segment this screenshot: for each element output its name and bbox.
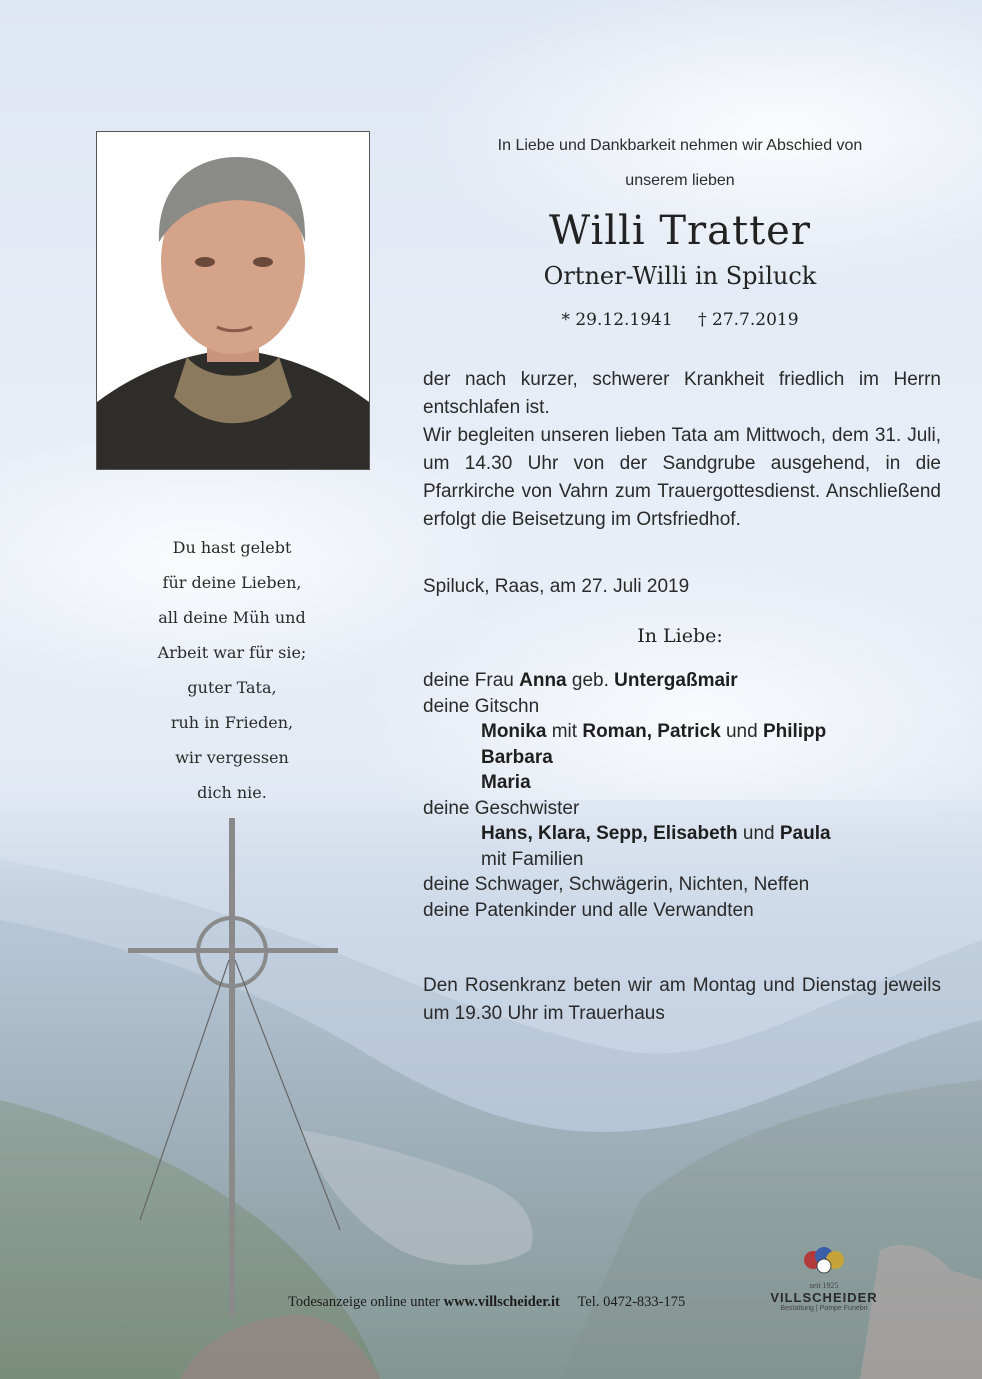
poem-line: all deine Müh und	[158, 608, 306, 627]
mourner-siblings: Hans, Klara, Sepp, Elisabeth und Paula	[481, 823, 831, 844]
announcement-paragraph-2: Wir begleiten unseren lieben Tata am Mittwoch, dem 31. Juli, um 14.30 Uhr von der Sandgrube ausgehend, in die Pfarrkirche von Vahrn zum Trauergottesdienst. Anschließend erfolgt die Beisetzung im Ortsfriedhof.	[423, 425, 941, 530]
memorial-poem	[96, 530, 368, 810]
poem-line: für deine Lieben,	[162, 573, 302, 592]
birth-date: * 29.12.1941	[561, 310, 673, 330]
announcement-text	[423, 366, 941, 534]
deceased-nickname: Ortner-Willi in Spiluck	[543, 262, 817, 290]
death-date: † 27.7.2019	[698, 310, 799, 330]
poem-line: guter Tata,	[187, 678, 277, 697]
place-date: Spiluck, Raas, am 27. Juli 2019	[423, 576, 690, 597]
siblings-families: mit Familien	[481, 848, 584, 870]
mourner-child-1: Monika mit Roman, Patrick und Philipp	[481, 721, 827, 742]
portrait-photo	[96, 131, 370, 470]
mourner-inlaws: deine Schwager, Schwägerin, Nichten, Neffen	[423, 874, 810, 895]
rosary-notice: Den Rosenkranz beten wir am Montag und Dienstag jeweils um 19.30 Uhr im Trauerhaus	[423, 975, 941, 1024]
mourner-godchildren: deine Patenkinder und alle Verwandten	[423, 899, 754, 921]
poem-line: wir vergessen	[175, 748, 289, 767]
in-love-heading: In Liebe:	[637, 625, 723, 647]
intro-line-1: In Liebe und Dankbarkeit nehmen wir Abschied von	[497, 137, 863, 154]
intro-line-2: unserem lieben	[625, 172, 735, 189]
mourner-child-3: Maria	[481, 772, 531, 793]
poem-line: Du hast gelebt	[172, 538, 292, 557]
siblings-label: deine Geschwister	[423, 797, 580, 819]
footer-contact	[288, 1294, 685, 1311]
footer-phone: Tel. 0472-833-175	[577, 1294, 686, 1310]
life-dates	[400, 310, 960, 330]
logo-since: seit 1925	[809, 1281, 839, 1290]
deceased-name: Willi Tratter	[549, 208, 811, 254]
footer-online-label: Todesanzeige online unter	[288, 1294, 444, 1310]
poem-line: dich nie.	[197, 783, 267, 802]
announcement-paragraph-1: der nach kurzer, schwerer Krankheit friedlich im Herrn entschlafen ist.	[423, 369, 941, 418]
poem-line: ruh in Frieden,	[170, 713, 294, 732]
mourner-wife: deine Frau Anna geb. Untergaßmair	[423, 670, 738, 691]
children-label: deine Gitschn	[423, 695, 540, 717]
funeral-home-logo	[764, 1240, 884, 1312]
portrait-image	[97, 132, 369, 469]
logo-brand: VILLSCHEIDER	[770, 1290, 878, 1305]
mourners-list	[423, 668, 963, 923]
crest-icon	[799, 1240, 849, 1276]
mourner-child-2: Barbara	[481, 746, 553, 768]
website-link[interactable]: www.villscheider.it	[443, 1294, 560, 1310]
logo-tagline: Bestattung | Pompe Funebri	[780, 1305, 868, 1312]
poem-line: Arbeit war für sie;	[157, 643, 307, 662]
